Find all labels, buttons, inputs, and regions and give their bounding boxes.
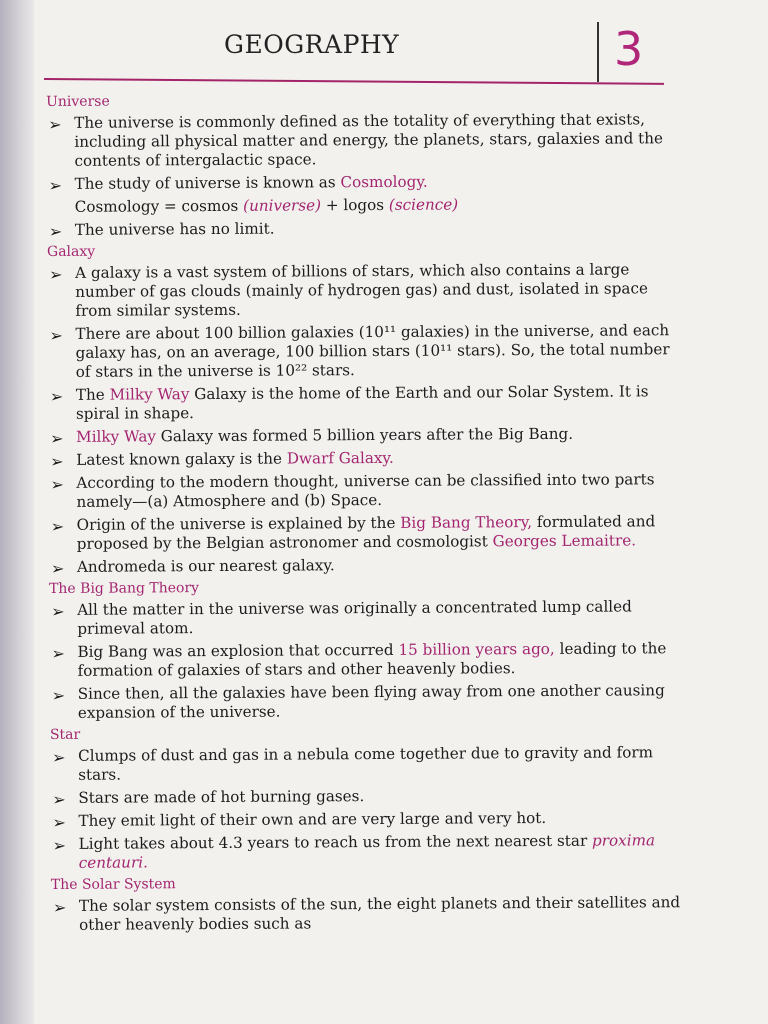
list-item: ➢ The Milky Way Galaxy is the home of the Earth and our Solar System. It is spiral in shape. <box>49 382 649 423</box>
list-item: ➢ The solar system consists of the sun, the eight planets and their satellites and other heavenly bodies such as <box>52 893 681 934</box>
chapter-divider <box>597 22 599 82</box>
arrow-bullet-icon: ➢ <box>48 221 63 241</box>
page-title: GEOGRAPHY <box>224 30 400 59</box>
arrow-bullet-icon: ➢ <box>49 264 63 284</box>
binding-edge <box>0 0 34 1024</box>
list-item: ➢ A galaxy is a vast system of billions of stars, which also contains a large number of gas clouds (mainly of hydrogen gas) and dust, isolated in space from similar systems. <box>49 260 648 320</box>
book-page <box>34 0 768 1024</box>
list-item: ➢ The universe is commonly defined as the totality of everything that exists, including all physical matter and energy, the planets, stars, galaxies and the contents of intergalactic space. <box>48 110 664 170</box>
list-item: ➢ There are about 100 billion galaxies (10¹¹ galaxies) in the universe, and each galaxy has, on an average, 100 billion stars (10¹¹ stars). So, the total number of stars in the universe is 10²² stars. <box>49 321 670 381</box>
list-item: ➢ Clumps of dust and gas in a nebula come together due to gravity and form stars. <box>52 743 654 784</box>
list-item: ➢ Since then, all the galaxies have been flying away from one another causing expansion of the universe. <box>51 681 665 722</box>
arrow-bullet-icon: ➢ <box>52 789 66 809</box>
arrow-bullet-icon: ➢ <box>48 175 63 195</box>
arrow-bullet-icon: ➢ <box>52 747 66 767</box>
section-heading-big-bang: The Big Bang Theory <box>48 580 200 597</box>
list-item: ➢ Origin of the universe is explained by the Big Bang Theory, formulated and proposed by the Belgian astronomer and cosmologist Georges Lemaitre. <box>50 512 656 553</box>
arrow-bullet-icon: ➢ <box>50 558 65 578</box>
arrow-bullet-icon: ➢ <box>51 601 65 621</box>
arrow-bullet-icon: ➢ <box>48 114 62 134</box>
section-heading-galaxy: Galaxy <box>46 243 96 260</box>
list-item: ➢ The universe has no limit. <box>48 219 275 241</box>
title-underline <box>44 78 664 85</box>
list-item: ➢ Light takes about 4.3 years to reach us from the next nearest star proxima centauri. <box>52 831 656 872</box>
arrow-bullet-icon: ➢ <box>50 474 64 494</box>
arrow-bullet-icon: ➢ <box>50 451 64 471</box>
page-content <box>46 86 681 939</box>
arrow-bullet-icon: ➢ <box>52 812 66 832</box>
arrow-bullet-icon: ➢ <box>49 325 63 345</box>
arrow-bullet-icon: ➢ <box>50 428 64 448</box>
list-item: ➢ All the matter in the universe was originally a concentrated lump called primeval atom. <box>51 597 632 638</box>
list-item: ➢ Latest known galaxy is the Dwarf Galaxy. <box>50 448 394 471</box>
list-item: ➢ They emit light of their own and are very large and very hot. <box>52 808 547 832</box>
arrow-bullet-icon: ➢ <box>51 643 65 663</box>
chapter-number: 3 <box>614 22 644 76</box>
section-heading-solar-system: The Solar System <box>50 876 176 893</box>
list-item: ➢ Stars are made of hot burning gases. <box>52 787 365 809</box>
arrow-bullet-icon: ➢ <box>51 685 66 705</box>
arrow-bullet-icon: ➢ <box>50 516 65 536</box>
cosmology-formula: Cosmology = cosmos (universe) + logos (science) <box>74 195 459 216</box>
list-item: ➢ The study of universe is known as Cosmology. <box>48 172 428 195</box>
section-heading-universe: Universe <box>46 93 110 110</box>
list-item: ➢ Andromeda is our nearest galaxy. <box>50 556 335 578</box>
list-item: ➢ According to the modern thought, universe can be classified into two parts namely—(a) Atmosphere and (b) Space. <box>50 470 655 511</box>
arrow-bullet-icon: ➢ <box>52 897 67 917</box>
arrow-bullet-icon: ➢ <box>52 835 67 855</box>
list-item: ➢ Milky Way Galaxy was formed 5 billion years after the Big Bang. <box>50 424 574 448</box>
arrow-bullet-icon: ➢ <box>49 386 64 406</box>
list-item: ➢ Big Bang was an explosion that occurred 15 billion years ago, leading to the formation of galaxies of stars and other heavenly bodies. <box>51 639 667 680</box>
section-heading-star: Star <box>49 726 81 743</box>
